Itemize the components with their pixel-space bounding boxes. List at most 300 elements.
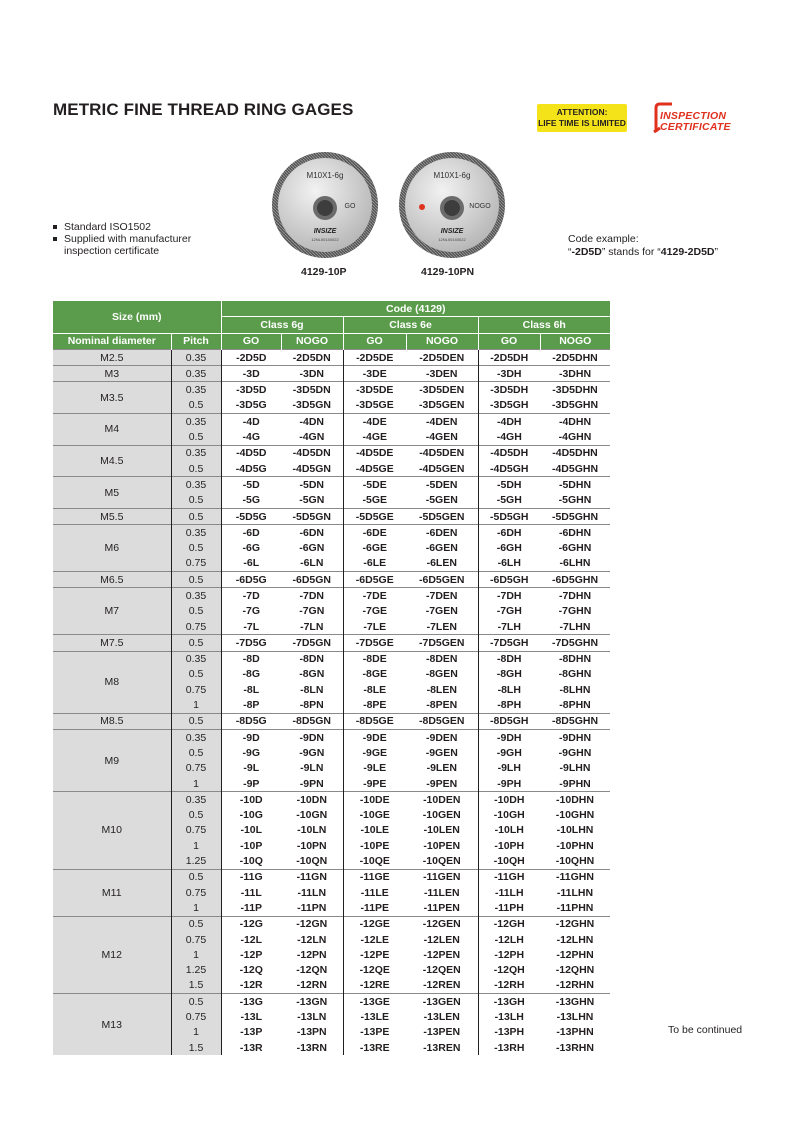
code-cell: -13R: [221, 1040, 281, 1055]
code-cell: -3D5DHN: [540, 382, 610, 398]
pitch-cell: 0.35: [171, 349, 221, 365]
code-cell: -11GE: [343, 869, 406, 885]
code-cell: -3D5GE: [343, 398, 406, 414]
pitch-header: Pitch: [171, 333, 221, 349]
code-cell: -8PE: [343, 697, 406, 713]
code-cell: -12QN: [296, 964, 328, 977]
code-cell: -2D5DE: [343, 349, 406, 365]
code-example-stands-for: stands for: [608, 246, 655, 258]
nominal-size-cell: M10: [53, 792, 171, 869]
table-row: [53, 635, 610, 651]
nogo-header: NOGO: [540, 333, 610, 349]
code-cell: -13LHN: [556, 1011, 594, 1023]
code-cell: -10GHN: [555, 809, 595, 822]
attention-line-2: LIFE TIME IS LIMITED: [538, 118, 626, 128]
pitch-cell: 1.25: [171, 853, 221, 869]
code-cell: -9PE: [343, 776, 406, 792]
code-cell: -2D5DEN: [406, 349, 478, 365]
code-cell: -7L: [221, 619, 281, 635]
pitch-cell: 0.75: [171, 932, 221, 947]
code-cell: -7D5GE: [343, 635, 406, 651]
code-cell: -5DH: [478, 477, 540, 493]
pitch-cell: 1: [171, 947, 221, 962]
code-cell: -13GN: [281, 994, 343, 1010]
code-cell: -9P: [221, 776, 281, 792]
code-cell: -9DEN: [406, 730, 478, 746]
feature-item: Supplied with manufacturer: [53, 233, 191, 245]
feature-item: Standard ISO1502: [53, 221, 191, 233]
code-example: [568, 233, 718, 259]
code-cell: -11G: [221, 869, 281, 885]
nominal-size-cell: M2.5: [53, 349, 171, 365]
pitch-cell: 1: [171, 776, 221, 792]
code-cell: -10QEN: [422, 855, 461, 868]
pitch-cell: 0.5: [171, 808, 221, 823]
code-cell: -3DE: [343, 366, 406, 382]
code-cell: -7GE: [343, 604, 406, 619]
certificate-line-2: CERTIFICATE: [660, 121, 731, 133]
code-cell: -7D5GEN: [406, 635, 478, 651]
code-cell: -8L: [221, 682, 281, 697]
code-cell: -11LH: [478, 885, 540, 900]
feature-list: [53, 221, 191, 257]
pitch-cell: 1: [171, 900, 221, 916]
code-cell: -3D5DH: [478, 382, 540, 398]
code-cell: -3D5D: [221, 382, 281, 398]
nominal-size-cell: M5.5: [53, 508, 171, 524]
code-cell: -10LEN: [423, 824, 460, 837]
code-cell: -12R: [221, 978, 281, 994]
code-cell: -6GHN: [558, 542, 592, 555]
continued-note: To be continued: [668, 1024, 743, 1036]
code-cell: -6D5GE: [343, 572, 406, 588]
code-cell: -10LN: [297, 824, 327, 837]
pitch-cell: 1.5: [171, 1040, 221, 1055]
code-cell: -3D5GH: [478, 398, 540, 414]
nominal-size-cell: M12: [53, 916, 171, 993]
code-cell: -7DH: [478, 588, 540, 604]
pitch-cell: 0.35: [171, 651, 221, 667]
code-cell: -5D5GH: [478, 508, 540, 524]
code-cell: -2D5DHN: [540, 349, 610, 365]
code-cell: -10PN: [296, 839, 327, 852]
code-cell: -9DE: [343, 730, 406, 746]
code-cell: -10GEN: [422, 809, 461, 822]
code-cell: -11PE: [343, 900, 406, 916]
table-row: [53, 349, 610, 365]
code-cell: -8LHN: [559, 683, 591, 696]
code-cell: -10PHN: [556, 839, 594, 852]
code-cell: -12RE: [343, 978, 406, 994]
code-cell: -4DEN: [406, 414, 478, 430]
code-example-full: 4129-2D5D: [660, 246, 715, 258]
code-cell: -3D5GEN: [418, 399, 465, 412]
code-cell: -6LH: [478, 556, 540, 572]
code-cell: -6L: [221, 556, 281, 572]
code-cell: -8DN: [281, 651, 343, 667]
code-cell: -7D5G: [221, 635, 281, 651]
code-cell: -6LHN: [559, 557, 591, 570]
pitch-cell: 1.25: [171, 962, 221, 977]
nogo-header: NOGO: [281, 333, 343, 349]
code-cell: -11LN: [297, 886, 327, 899]
code-cell: -6DN: [281, 525, 343, 541]
code-cell: -13PE: [343, 1025, 406, 1040]
code-cell: -10DHN: [540, 792, 610, 808]
code-cell: -6LE: [343, 556, 406, 572]
code-cell: -12PHN: [556, 948, 594, 961]
code-cell: -8D: [221, 651, 281, 667]
pitch-cell: 0.35: [171, 445, 221, 461]
code-cell: -11GH: [478, 869, 540, 885]
code-cell: -6D5G: [221, 572, 281, 588]
code-cell: -10P: [221, 838, 281, 853]
pitch-cell: 0.5: [171, 429, 221, 445]
code-cell: -8GH: [478, 667, 540, 682]
table-row: [53, 508, 610, 524]
code-cell: -13RH: [478, 1040, 540, 1055]
code-cell: -8LE: [343, 682, 406, 697]
pitch-cell: 0.5: [171, 713, 221, 729]
code-cell: -3D5GN: [292, 399, 331, 412]
code-cell: -13GEN: [406, 994, 478, 1010]
code-cell: -6D5GEN: [406, 572, 478, 588]
pitch-cell: 0.35: [171, 414, 221, 430]
code-cell: -7G: [221, 604, 281, 619]
code-cell: -6GH: [478, 540, 540, 555]
code-cell: -8P: [221, 697, 281, 713]
code-cell: -10DEN: [406, 792, 478, 808]
code-cell: -12PE: [343, 947, 406, 962]
code-cell: -6DHN: [540, 525, 610, 541]
code-cell: -8LN: [300, 683, 324, 696]
code-cell: -8D5G: [221, 713, 281, 729]
code-cell: -7LN: [300, 620, 324, 633]
code-cell: -6GE: [343, 540, 406, 555]
code-cell: -7D5GN: [281, 635, 343, 651]
code-cell: -10GH: [478, 808, 540, 823]
code-cell: -3D5G: [221, 398, 281, 414]
code-cell: -5D5GN: [281, 508, 343, 524]
code-cell: -4D5GHN: [551, 462, 599, 475]
class-header: Class 6e: [343, 317, 478, 333]
code-cell: -7D5GHN: [540, 635, 610, 651]
code-cell: -8PH: [478, 697, 540, 713]
pitch-cell: 0.5: [171, 508, 221, 524]
code-cell: -6D5GHN: [540, 572, 610, 588]
code-cell: -5D5G: [221, 508, 281, 524]
nogo-serial: 12NL00140022: [438, 237, 466, 242]
code-cell: -3DEN: [406, 366, 478, 382]
code-cell: -10QH: [478, 853, 540, 869]
code-cell: -10GE: [343, 808, 406, 823]
code-cell: -9DHN: [540, 730, 610, 746]
pitch-cell: 0.5: [171, 745, 221, 760]
code-cell: -12L: [221, 932, 281, 947]
code-cell: -5DN: [281, 477, 343, 493]
certificate-text: [660, 111, 750, 133]
code-cell: -9GE: [343, 745, 406, 760]
code-cell: -8G: [221, 667, 281, 682]
code-cell: -5GE: [343, 493, 406, 509]
attention-badge: [537, 104, 627, 132]
code-cell: -6LN: [300, 557, 324, 570]
go-marking: M10X1-6g: [306, 171, 344, 180]
code-cell: -5D5GE: [343, 508, 406, 524]
table-row: [53, 477, 610, 493]
pitch-cell: 1: [171, 1025, 221, 1040]
table-row: [53, 651, 610, 667]
code-cell: -8GHN: [558, 668, 592, 681]
code-cell: -6DH: [478, 525, 540, 541]
code-cell: -9GHN: [558, 746, 592, 759]
code-cell: -7GN: [299, 605, 325, 618]
code-cell: -12LEN: [423, 933, 460, 946]
code-cell: -12GEN: [406, 916, 478, 932]
pitch-cell: 0.75: [171, 823, 221, 838]
code-cell: -10DH: [478, 792, 540, 808]
code-cell: -9PHN: [559, 777, 591, 790]
code-cell: -9PH: [478, 776, 540, 792]
code-cell: -9LN: [300, 762, 324, 775]
table-row: [53, 414, 610, 430]
pitch-cell: 0.5: [171, 493, 221, 509]
go-header: GO: [343, 333, 406, 349]
code-cell: -12QH: [478, 962, 540, 977]
code-cell: -7DN: [281, 588, 343, 604]
code-cell: -5DHN: [540, 477, 610, 493]
code-cell: -12REN: [423, 979, 461, 992]
code-cell: -12LN: [297, 933, 327, 946]
go-ring-gage: [272, 152, 378, 258]
code-cell: -6DEN: [406, 525, 478, 541]
go-header: GO: [221, 333, 281, 349]
code-example-label: Code example:: [568, 233, 639, 245]
code-cell: -7GHN: [558, 605, 592, 618]
pitch-cell: 1: [171, 697, 221, 713]
table-row: [53, 366, 610, 382]
table-row: [53, 869, 610, 885]
code-cell: -11LHN: [556, 886, 594, 899]
code-cell: -9LE: [343, 761, 406, 776]
code-cell: -3DH: [478, 366, 540, 382]
nogo-marking: M10X1-6g: [433, 171, 471, 180]
code-cell: -4DN: [281, 414, 343, 430]
code-cell: -11PN: [297, 901, 327, 914]
code-cell: -8D5GE: [343, 713, 406, 729]
code-cell: -11GEN: [406, 869, 478, 885]
code-cell: -7GEN: [425, 605, 458, 618]
nominal-size-cell: M7: [53, 588, 171, 635]
code-cell: -10LE: [343, 823, 406, 838]
code-cell: -8GE: [343, 667, 406, 682]
code-cell: -9G: [221, 745, 281, 760]
code-cell: -12G: [221, 916, 281, 932]
code-cell: -12PH: [478, 947, 540, 962]
nogo-side-label: NOGO: [469, 203, 491, 210]
code-cell: -5D5GHN: [540, 508, 610, 524]
code-cell: -5GEN: [425, 494, 458, 507]
code-cell: -5G: [221, 493, 281, 509]
class-header: Class 6g: [221, 317, 343, 333]
code-cell: -13P: [221, 1025, 281, 1040]
code-cell: -13PHN: [556, 1026, 594, 1039]
nominal-size-cell: M8.5: [53, 713, 171, 729]
pitch-cell: 0.35: [171, 366, 221, 382]
code-cell: -7D: [221, 588, 281, 604]
code-cell: -9PN: [299, 777, 324, 790]
code-cell: -4D5DN: [281, 445, 343, 461]
code-cell: -9LEN: [426, 762, 457, 775]
code-cell: -9L: [221, 761, 281, 776]
code-cell: -13RE: [343, 1040, 406, 1055]
code-cell: -4D5DH: [478, 445, 540, 461]
table-row: [53, 588, 610, 604]
code-cell: -12QHN: [555, 964, 595, 977]
code-cell: -9LHN: [559, 762, 591, 775]
pitch-cell: 0.75: [171, 556, 221, 572]
pitch-cell: 0.5: [171, 540, 221, 555]
code-cell: -13GE: [343, 994, 406, 1010]
code-cell: -4D5D: [221, 445, 281, 461]
code-cell: -7GH: [478, 604, 540, 619]
code-cell: -10PH: [478, 838, 540, 853]
nominal-size-cell: M5: [53, 477, 171, 509]
code-cell: -9GEN: [425, 746, 458, 759]
code-cell: -4GH: [478, 429, 540, 445]
code-cell: -10G: [221, 808, 281, 823]
table-row: [53, 792, 610, 808]
table-row: [53, 525, 610, 541]
code-cell: -13LEN: [423, 1011, 460, 1023]
code-cell: -10DE: [343, 792, 406, 808]
table-row: [53, 916, 610, 932]
code-cell: -9D: [221, 730, 281, 746]
code-cell: -4D5G: [221, 461, 281, 477]
attention-line-1: ATTENTION:: [556, 107, 608, 117]
code-cell: -3D5DEN: [406, 382, 478, 398]
code-cell: -3D5GHN: [551, 399, 599, 412]
code-cell: -11LEN: [423, 886, 460, 899]
code-cell: -10LH: [478, 823, 540, 838]
table-row: [53, 730, 610, 746]
code-cell: -9DN: [281, 730, 343, 746]
pitch-cell: 0.5: [171, 869, 221, 885]
code-cell: -13LH: [478, 1009, 540, 1024]
code-cell: -12LHN: [556, 933, 594, 946]
code-cell: -9DH: [478, 730, 540, 746]
code-cell: -10QN: [296, 855, 328, 868]
code-cell: -13G: [221, 994, 281, 1010]
code-cell: -3DN: [281, 366, 343, 382]
pitch-cell: 0.75: [171, 682, 221, 697]
code-cell: -4GN: [299, 431, 325, 444]
code-cell: -9PEN: [426, 777, 458, 790]
table-row: [53, 572, 610, 588]
code-cell: -8DEN: [406, 651, 478, 667]
code-cell: -13L: [221, 1009, 281, 1024]
code-cell: -8GEN: [425, 668, 458, 681]
code-cell: -7LE: [343, 619, 406, 635]
code-cell: -11LE: [343, 885, 406, 900]
code-cell: -6DE: [343, 525, 406, 541]
table-row: [53, 382, 610, 398]
pitch-cell: 0.35: [171, 525, 221, 541]
code-cell: -5D: [221, 477, 281, 493]
code-cell: -4D5GH: [478, 461, 540, 477]
code-cell: -12Q: [221, 962, 281, 977]
code-cell: -2D5DH: [478, 349, 540, 365]
code-cell: -7LEN: [426, 620, 457, 633]
code-cell: -3D5DN: [281, 382, 343, 398]
code-cell: -12QE: [343, 962, 406, 977]
nominal-size-cell: M13: [53, 994, 171, 1056]
nominal-header: Nominal diameter: [67, 335, 156, 348]
go-side-label: GO: [344, 203, 356, 210]
table-row: [53, 713, 610, 729]
nogo-caption: 4129-10PN: [421, 266, 475, 278]
code-cell: -4DHN: [540, 414, 610, 430]
nogo-red-dot-icon: [419, 204, 425, 210]
code-cell: -10LHN: [556, 824, 594, 837]
nominal-size-cell: M7.5: [53, 635, 171, 651]
code-cell: -10Q: [221, 853, 281, 869]
code-cell: -13GH: [478, 994, 540, 1010]
code-cell: -11GHN: [540, 869, 610, 885]
code-cell: -12PN: [296, 948, 327, 961]
code-cell: -6D: [221, 525, 281, 541]
page-title: METRIC FINE THREAD RING GAGES: [53, 100, 354, 119]
pitch-cell: 0.5: [171, 461, 221, 477]
nominal-size-cell: M6.5: [53, 572, 171, 588]
nogo-brand: INSIZE: [440, 228, 464, 235]
nominal-size-cell: M6: [53, 525, 171, 572]
pitch-cell: 0.75: [171, 761, 221, 776]
code-cell: -12QEN: [422, 964, 461, 977]
code-cell: -12RH: [478, 978, 540, 994]
pitch-cell: 0.5: [171, 635, 221, 651]
go-brand: INSIZE: [313, 228, 337, 235]
nogo-ring-gage: [399, 152, 505, 258]
code-cell: -12P: [221, 947, 281, 962]
size-header: Size (mm): [111, 310, 162, 323]
pitch-cell: 0.75: [171, 619, 221, 635]
nominal-size-cell: M8: [53, 651, 171, 713]
code-cell: -12GH: [478, 916, 540, 932]
code-cell: -9GH: [478, 745, 540, 760]
code-cell: -4GHN: [558, 431, 592, 444]
code-cell: -7DEN: [406, 588, 478, 604]
gage-table-body: [53, 349, 610, 1055]
code-cell: -11L: [221, 885, 281, 900]
table-row: [53, 445, 610, 461]
class-header: Class 6h: [478, 317, 610, 333]
code-cell: -4GE: [343, 429, 406, 445]
pitch-cell: 0.5: [171, 994, 221, 1010]
code-cell: -5D5GEN: [406, 508, 478, 524]
code-cell: -12LE: [343, 932, 406, 947]
nominal-size-cell: M9: [53, 730, 171, 792]
code-cell: -12GHN: [540, 916, 610, 932]
code-cell: -5GN: [299, 494, 325, 507]
pitch-cell: 0.35: [171, 730, 221, 746]
code-cell: -4DE: [343, 414, 406, 430]
pitch-cell: 0.5: [171, 667, 221, 682]
nogo-header: NOGO: [406, 333, 478, 349]
code-cell: -10GN: [296, 809, 328, 822]
nominal-size-cell: M4: [53, 414, 171, 446]
code-cell: -8DHN: [540, 651, 610, 667]
